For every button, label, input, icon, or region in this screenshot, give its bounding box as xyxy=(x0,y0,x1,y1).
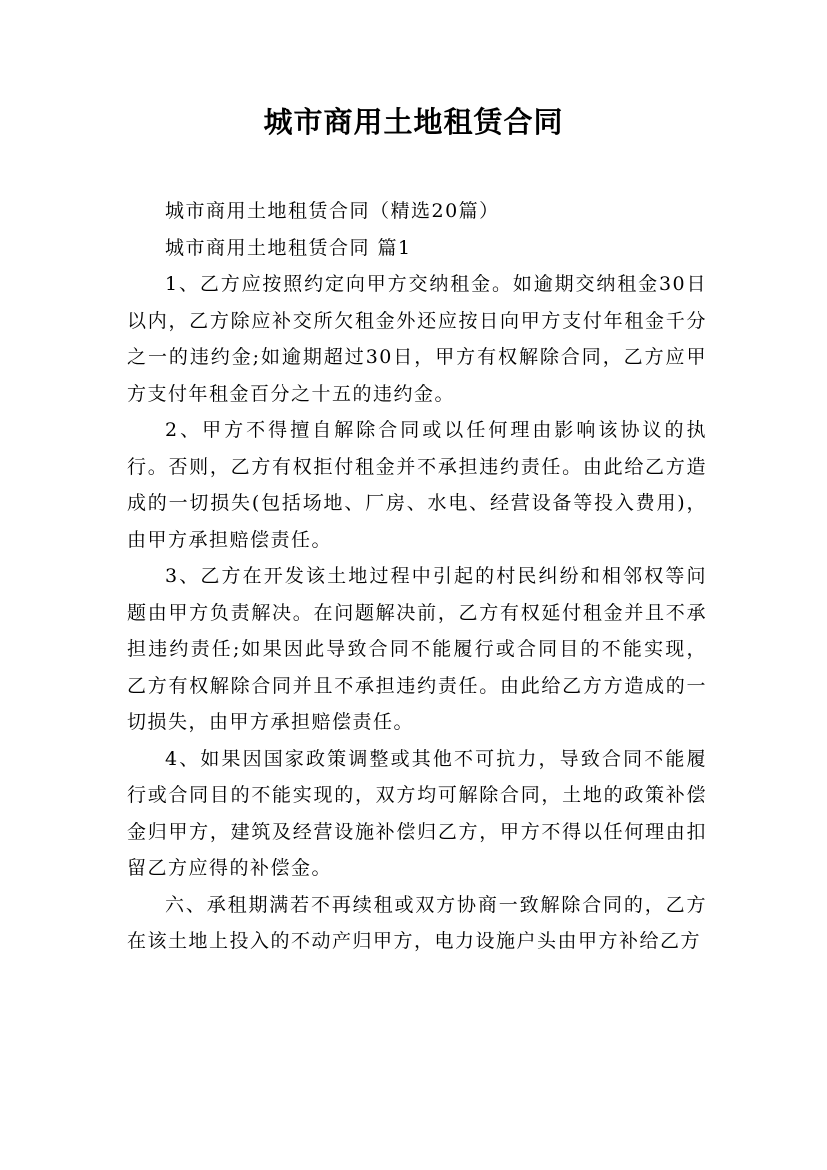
paragraph-3: 3、乙方在开发该土地过程中引起的村民纠纷和相邻权等问题由甲方负责解决。在问题解决前，乙方有权延付租金并且不承担违约责任;如果因此导致合同不能履行或合同目的不能实现，乙方有权解除合同并且不承担违约责任。由此给乙方方造成的一切损失，由甲方承担赔偿责任。 xyxy=(127,565,707,733)
paragraph-4: 4、如果因国家政策调整或其他不可抗力，导致合同不能履行或合同目的不能实现的，双方均可解除合同，土地的政策补偿金归甲方，建筑及经营设施补偿归乙方，甲方不得以任何理由扣留乙方应得的补偿金。 xyxy=(127,747,707,879)
section-heading: 城市商用土地租赁合同 篇1 xyxy=(165,236,412,259)
document-subtitle: 城市商用土地租赁合同（精选20篇） xyxy=(165,200,500,222)
document-body xyxy=(127,193,707,960)
document-title: 城市商用土地租赁合同 xyxy=(263,105,564,139)
paragraph-5: 六、承租期满若不再续租或双方协商一致解除合同的，乙方在该土地上投入的不动产归甲方，电力设施户头由甲方补给乙方 xyxy=(127,893,707,952)
paragraph-1: 1、乙方应按照约定向甲方交纳租金。如逾期交纳租金30日以内，乙方除应补交所欠租金外还应按日向甲方支付年租金千分之一的违约金;如逾期超过30日，甲方有权解除合同，乙方应甲方支付年租金百分之十五的违约金。 xyxy=(127,273,707,405)
paragraph-2: 2、甲方不得擅自解除合同或以任何理由影响该协议的执行。否则，乙方有权拒付租金并不承担违约责任。由此给乙方造成的一切损失(包括场地、厂房、水电、经营设备等投入费用)，由甲方承担赔偿责任。 xyxy=(127,419,707,551)
